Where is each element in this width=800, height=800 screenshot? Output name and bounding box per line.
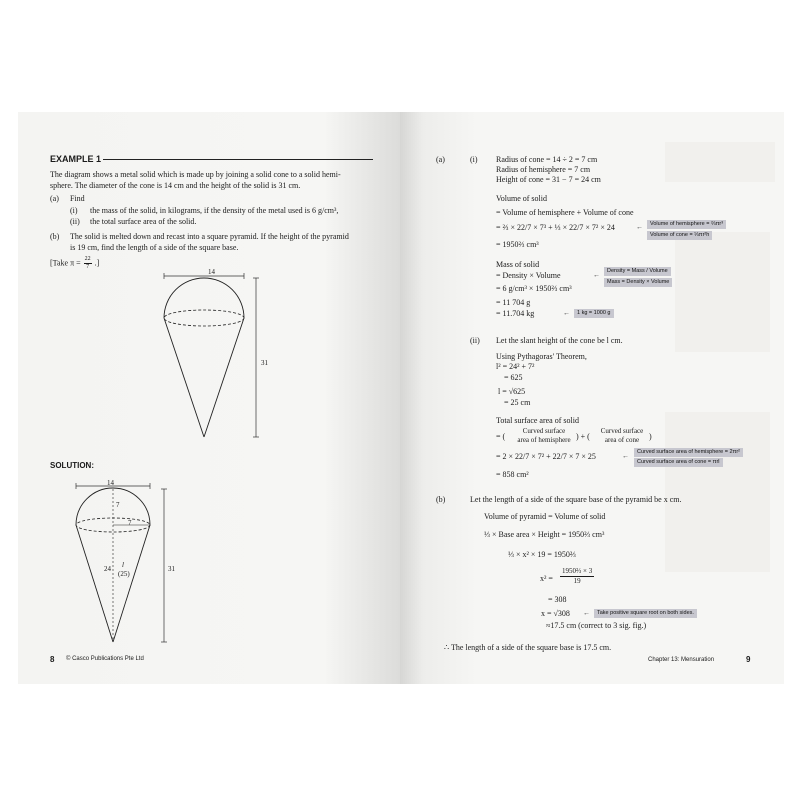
- note-sqrt: Take positive square root on both sides.: [594, 609, 697, 618]
- note-csa-hemisphere: Curved surface area of hemisphere = 2πr²: [634, 448, 743, 457]
- arrow-icon: ←: [593, 271, 600, 279]
- mass-line-4: = 11.704 kg: [496, 309, 535, 318]
- part-ii-label: (ii): [470, 336, 480, 345]
- diagram2-radius: 7: [128, 519, 132, 527]
- diagram-cone-hemisphere: [148, 262, 278, 452]
- diagram2-height-24: 24: [104, 565, 111, 573]
- note-volume-hemisphere: Volume of hemisphere = ⅔πr³: [647, 220, 726, 229]
- mass-heading: Mass of solid: [496, 260, 540, 269]
- arrow-icon: ←: [583, 609, 590, 617]
- tsa-close: ): [649, 432, 652, 441]
- mass-line-3: = 11 704 g: [496, 298, 531, 307]
- example-heading: EXAMPLE 1: [50, 154, 102, 164]
- pythagoras-line-4: = 25 cm: [504, 398, 531, 407]
- pythagoras-line-1: l² = 24² + 7²: [496, 362, 535, 371]
- part-b-line-1: The solid is melted down and recast into a square pyramid. If the height of the pyramid: [70, 232, 349, 241]
- mass-line-2: = 6 g/cm³ × 1950⅔ cm³: [496, 284, 572, 293]
- left-page-number: 8: [50, 655, 55, 664]
- pythagoras-line-3: l = √625: [498, 387, 526, 396]
- volume-line-3: = 1950⅔ cm³: [496, 240, 539, 249]
- x-squared-den: 19: [573, 577, 581, 585]
- pi-fraction: [84, 256, 92, 271]
- pyramid-line-1: Volume of pyramid = Volume of solid: [484, 512, 606, 521]
- pythagoras-heading: Using Pythagoras' Theorem,: [496, 352, 587, 361]
- part-a-ii-text: the total surface area of the solid.: [90, 217, 197, 226]
- take-pi-close: .]: [94, 258, 100, 268]
- diagram1-width-label: 14: [208, 268, 215, 276]
- tsa-paren-1-a: Curved surface: [522, 427, 566, 435]
- right-page: [400, 112, 784, 684]
- diagram2-radius-top: 7: [116, 501, 120, 509]
- tsa-paren-2-b: area of cone: [604, 436, 640, 444]
- part-a-ii-label: (ii): [70, 217, 80, 226]
- chapter-footer: Chapter 13: Mensuration: [648, 657, 715, 663]
- diagram2-width-label: 14: [107, 479, 114, 487]
- part-i-label: (i): [470, 155, 478, 164]
- heading-rule: [103, 159, 373, 160]
- tsa-line-2: = 2 × 22/7 × 7² + 22/7 × 7 × 25: [496, 452, 596, 461]
- show-through: [675, 232, 770, 352]
- part-a-label: (a): [50, 194, 59, 203]
- arrow-icon: ←: [636, 223, 643, 231]
- intro-line-1: The diagram shows a metal solid which is made up by joining a solid cone to a solid hemi-: [50, 170, 341, 179]
- take-pi: [50, 256, 99, 271]
- volume-line-2: = ⅔ × 22/7 × 7³ + ⅓ × 22/7 × 7² × 24: [496, 223, 615, 232]
- part-b-label: (b): [436, 495, 446, 504]
- left-page: [18, 112, 400, 684]
- pyramid-line-2: ⅓ × Base area × Height = 1950⅔ cm³: [484, 530, 605, 539]
- note-kg: 1 kg = 1000 g: [574, 309, 614, 318]
- solution-heading: SOLUTION:: [50, 461, 94, 470]
- pyramid-line-6: x = √308: [541, 609, 570, 618]
- x-squared-fraction: [560, 567, 594, 586]
- note-volume-cone: Volume of cone = ⅓πr²h: [647, 231, 712, 240]
- tsa-paren-1: [514, 427, 574, 445]
- tsa-paren-2-a: Curved surface: [600, 427, 644, 435]
- diagram1-height-label: 31: [261, 359, 268, 367]
- pyramid-line-5: = 308: [548, 595, 567, 604]
- tsa-heading: Total surface area of solid: [496, 416, 579, 425]
- tsa-line-3: = 858 cm²: [496, 470, 529, 479]
- mass-line-1: = Density × Volume: [496, 271, 561, 280]
- part-b-intro: Let the length of a side of the square base of the pyramid be x cm.: [470, 495, 682, 504]
- slant-intro: Let the slant height of the cone be l cm.: [496, 336, 623, 345]
- tsa-equals: = (: [496, 432, 506, 441]
- pyramid-line-7: ≈17.5 cm (correct to 3 sig. fig.): [546, 621, 647, 630]
- radius-hemisphere-line: Radius of hemisphere = 7 cm: [496, 165, 591, 174]
- part-b-label: (b): [50, 232, 60, 241]
- conclusion: ∴ The length of a side of the square base is 17.5 cm.: [444, 643, 612, 652]
- diagram2-height-31: 31: [168, 565, 175, 573]
- part-a-i-label: (i): [70, 206, 78, 215]
- tsa-plus: ) + (: [576, 432, 590, 441]
- arrow-icon: ←: [622, 452, 629, 460]
- pi-num: 22: [84, 256, 91, 262]
- volume-line-1: = Volume of hemisphere + Volume of cone: [496, 208, 634, 217]
- right-page-number: 9: [746, 655, 751, 664]
- note-mass: Mass = Density × Volume: [604, 278, 672, 287]
- left-footer: © Casco Publications Pte Ltd: [66, 656, 144, 662]
- diagram2-slant-25: (25): [118, 570, 130, 578]
- show-through: [665, 412, 770, 572]
- tsa-paren-1-b: area of hemisphere: [517, 436, 571, 444]
- intro-line-2: sphere. The diameter of the cone is 14 cm and the height of the solid is 31 cm.: [50, 181, 301, 190]
- pyramid-line-3: ⅓ × x² × 19 = 1950⅔: [508, 550, 576, 559]
- part-a-text: Find: [70, 194, 85, 203]
- x-squared-lhs: x² =: [540, 574, 553, 583]
- show-through: [665, 142, 775, 182]
- note-density: Density = Mass / Volume: [604, 267, 671, 276]
- part-a-label: (a): [436, 155, 445, 164]
- arrow-icon: ←: [563, 309, 570, 317]
- open-book: [18, 112, 784, 684]
- pi-den: 7: [86, 264, 90, 270]
- volume-heading: Volume of solid: [496, 194, 547, 203]
- take-pi-open: [Take π =: [50, 258, 81, 268]
- height-cone-line: Height of cone = 31 − 7 = 24 cm: [496, 175, 601, 184]
- pythagoras-line-2: = 625: [504, 373, 523, 382]
- note-csa-cone: Curved surface area of cone = πrl: [634, 458, 723, 467]
- part-b-line-2: is 19 cm, find the length of a side of the square base.: [70, 243, 239, 252]
- tsa-paren-2: [596, 427, 648, 445]
- radius-cone-line: Radius of cone = 14 ÷ 2 = 7 cm: [496, 155, 598, 164]
- diagram2-slant-l: l: [122, 561, 124, 569]
- x-squared-num: 1950⅔ × 3: [562, 567, 593, 575]
- part-a-i-text: the mass of the solid, in kilograms, if the density of the metal used is 6 g/cm³,: [90, 206, 339, 215]
